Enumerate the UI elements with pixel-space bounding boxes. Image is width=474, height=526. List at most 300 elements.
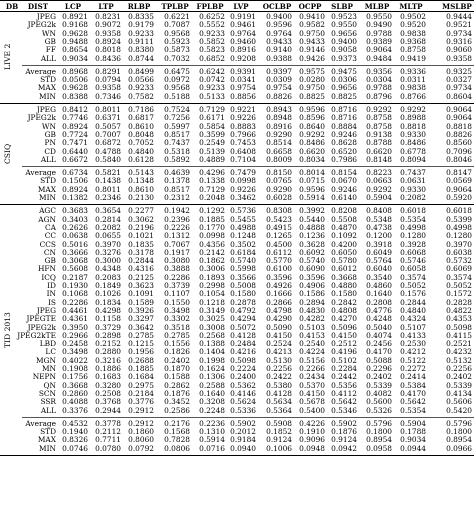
- value-cell: 0.5384: [400, 380, 426, 390]
- value-cell: 0.1312: [164, 231, 190, 241]
- value-cell: 0.6620: [366, 146, 392, 156]
- value-cell: 0.1306: [199, 372, 225, 382]
- value-cell: 0.8954: [446, 435, 472, 445]
- value-cell: 0.1852: [266, 427, 292, 437]
- value-cell: 0.8796: [366, 91, 392, 101]
- value-cell: 0.3926: [128, 305, 154, 315]
- value-cell: 0.8517: [164, 184, 190, 194]
- value-cell: 0.8150: [266, 168, 292, 178]
- value-cell: 0.1006: [266, 443, 292, 453]
- value-cell: 0.5840: [95, 154, 121, 164]
- value-cell: 0.4906: [299, 281, 325, 290]
- value-cell: 0.4889: [199, 154, 225, 164]
- value-cell: 0.2346: [95, 193, 121, 202]
- value-cell: 0.5072: [230, 322, 256, 332]
- value-cell: 0.5914: [299, 193, 325, 202]
- value-cell: 0.4153: [299, 330, 325, 340]
- value-cell: 0.2130: [128, 193, 154, 202]
- value-cell: 0.5873: [164, 45, 190, 55]
- value-cell: 0.2414: [400, 372, 426, 382]
- value-cell: 0.8825: [299, 91, 325, 101]
- value-cell: 0.9389: [366, 36, 392, 46]
- value-cell: 0.5188: [164, 91, 190, 101]
- value-cell: 0.8818: [446, 121, 472, 131]
- header-cell-rlbp: RLBP: [127, 2, 151, 11]
- value-cell: 0.8486: [299, 138, 325, 148]
- value-cell: 0.9656: [331, 28, 357, 38]
- statistic-label: MIN: [39, 443, 56, 453]
- value-cell: 0.5008: [230, 281, 256, 290]
- value-cell: 0.2082: [400, 193, 426, 202]
- value-cell: 0.4788: [95, 146, 121, 156]
- value-cell: 0.9358: [446, 53, 472, 63]
- value-cell: 0.8231: [95, 12, 121, 21]
- value-cell: 0.8640: [299, 121, 325, 131]
- value-cell: 0.8011: [95, 184, 121, 194]
- value-cell: 0.6018: [400, 206, 426, 216]
- distortion-label: JPEGTE: [26, 314, 56, 324]
- value-cell: 0.9221: [230, 105, 256, 114]
- value-cell: 0.1885: [199, 214, 225, 224]
- value-cell: 0.2808: [366, 297, 392, 307]
- value-cell: 0.9124: [266, 435, 292, 445]
- value-cell: 0.1280: [400, 231, 426, 241]
- value-cell: 0.9788: [366, 83, 392, 93]
- value-cell: 0.4150: [331, 330, 357, 340]
- value-cell: 0.8826: [266, 91, 292, 101]
- value-cell: 0.2402: [446, 372, 472, 382]
- value-cell: 0.8788: [366, 138, 392, 148]
- value-cell: 0.2894: [299, 297, 325, 307]
- value-cell: 0.2402: [164, 355, 190, 365]
- value-cell: 0.6090: [299, 264, 325, 274]
- value-cell: 0.8408: [366, 206, 392, 216]
- value-cell: 0.1956: [128, 347, 154, 357]
- header-cell-dist: DIST: [27, 2, 49, 11]
- value-cell: 0.1218: [199, 297, 225, 307]
- value-cell: 0.9034: [62, 53, 88, 63]
- value-cell: 0.3574: [446, 272, 472, 282]
- value-cell: 0.0942: [331, 443, 357, 453]
- value-cell: 0.6778: [400, 146, 426, 156]
- value-cell: 0.4738: [366, 222, 392, 232]
- value-cell: 0.5096: [331, 322, 357, 332]
- header-cell-db: DB: [5, 2, 19, 11]
- value-cell: 0.2224: [230, 364, 256, 373]
- distortion-label: MGN: [36, 355, 56, 365]
- value-cell: 0.8924: [62, 121, 88, 131]
- value-cell: 0.3208: [199, 397, 225, 407]
- value-cell: 0.4133: [400, 330, 426, 340]
- value-cell: 0.3080: [164, 256, 190, 266]
- value-cell: 0.0569: [446, 176, 472, 186]
- value-cell: 0.0998: [199, 231, 225, 241]
- distortion-label: PN: [44, 138, 56, 148]
- value-cell: 0.3000: [95, 256, 121, 266]
- value-cell: 0.3276: [95, 247, 121, 257]
- value-cell: 0.8856: [230, 91, 256, 101]
- value-cell: 0.2277: [128, 206, 154, 216]
- value-cell: 0.9628: [62, 28, 88, 38]
- distortion-label: CA: [45, 222, 56, 232]
- value-cell: 0.9444: [446, 12, 472, 21]
- value-cell: 0.4998: [400, 222, 426, 232]
- value-cell: 0.6242: [199, 66, 225, 76]
- value-cell: 0.2187: [62, 272, 88, 282]
- value-cell: 0.9400: [266, 12, 292, 21]
- value-cell: 0.0966: [446, 443, 472, 453]
- value-cell: 0.4296: [199, 168, 225, 178]
- distortion-label: CD: [44, 146, 56, 156]
- statistic-label: MAX: [37, 184, 56, 194]
- value-cell: 0.5764: [366, 256, 392, 266]
- value-cell: 0.2142: [199, 247, 225, 257]
- value-cell: 0.2540: [299, 339, 325, 349]
- value-cell: 0.5098: [230, 355, 256, 365]
- value-cell: 0.6475: [164, 66, 190, 76]
- value-cell: 0.2521: [446, 339, 472, 349]
- value-cell: 0.6620: [299, 146, 325, 156]
- value-cell: 0.4840: [128, 146, 154, 156]
- value-cell: 0.9368: [400, 36, 426, 46]
- value-cell: 0.2256: [446, 364, 472, 373]
- value-cell: 0.5740: [299, 256, 325, 266]
- value-cell: 0.4830: [299, 305, 325, 315]
- value-cell: 0.1378: [164, 176, 190, 186]
- value-cell: 0.9233: [128, 28, 154, 38]
- value-cell: 0.8412: [62, 105, 88, 114]
- value-cell: 0.1280: [446, 231, 472, 241]
- value-cell: 0.1506: [62, 176, 88, 186]
- value-cell: 0.8988: [400, 113, 426, 123]
- value-cell: 0.4926: [266, 281, 292, 290]
- value-cell: 0.8825: [331, 91, 357, 101]
- value-cell: 0.5102: [331, 355, 357, 365]
- value-cell: 0.1292: [199, 206, 225, 216]
- value-cell: 0.1942: [164, 206, 190, 216]
- value-cell: 0.8758: [366, 113, 392, 123]
- value-cell: 0.4128: [266, 388, 292, 398]
- value-cell: 0.9764: [230, 28, 256, 38]
- value-cell: 0.9292: [366, 105, 392, 114]
- value-cell: 0.9596: [266, 20, 292, 30]
- value-cell: 0.5920: [446, 193, 472, 202]
- value-cell: 0.9191: [230, 12, 256, 21]
- value-cell: 0.8014: [299, 168, 325, 178]
- value-cell: 0.5852: [199, 36, 225, 46]
- value-cell: 0.0638: [62, 231, 88, 241]
- database-label: TID 2013: [3, 312, 12, 349]
- value-cell: 0.4356: [199, 239, 225, 249]
- value-cell: 0.6371: [95, 113, 121, 123]
- value-cell: 0.9628: [62, 83, 88, 93]
- value-cell: 0.1834: [95, 297, 121, 307]
- value-cell: 0.4798: [266, 305, 292, 315]
- value-cell: 0.6068: [400, 247, 426, 257]
- stats-separator: [22, 166, 474, 167]
- value-cell: 0.1849: [95, 281, 121, 290]
- value-cell: 0.9502: [400, 12, 426, 21]
- value-cell: 0.8335: [128, 12, 154, 21]
- value-cell: 0.1236: [299, 231, 325, 241]
- value-cell: 0.1860: [128, 427, 154, 437]
- value-cell: 0.8326: [62, 435, 88, 445]
- value-cell: 0.1624: [199, 364, 225, 373]
- value-cell: 0.0794: [95, 75, 121, 85]
- value-cell: 0.3518: [164, 322, 190, 332]
- value-cell: 0.9064: [446, 113, 472, 123]
- value-cell: 0.1666: [266, 289, 292, 299]
- value-cell: 0.7104: [230, 154, 256, 164]
- value-cell: 0.4074: [366, 330, 392, 340]
- value-cell: 0.1788: [400, 427, 426, 437]
- value-cell: 0.2966: [62, 330, 88, 340]
- value-cell: 0.4998: [446, 222, 472, 232]
- value-cell: 0.4822: [446, 305, 472, 315]
- distortion-label: IS: [48, 297, 56, 307]
- value-cell: 0.9388: [266, 53, 292, 63]
- value-cell: 0.7479: [230, 168, 256, 178]
- value-cell: 0.1640: [199, 388, 225, 398]
- value-cell: 0.5821: [95, 168, 121, 178]
- value-cell: 0.2176: [164, 418, 190, 428]
- value-cell: 0.7346: [95, 91, 121, 101]
- value-cell: 0.2082: [95, 222, 121, 232]
- value-cell: 0.5902: [331, 418, 357, 428]
- value-cell: 0.9754: [266, 83, 292, 93]
- value-cell: 0.5356: [331, 380, 357, 390]
- value-cell: 0.2880: [95, 347, 121, 357]
- distortion-label: GB: [44, 129, 56, 139]
- value-cell: 0.2284: [331, 364, 357, 373]
- value-cell: 0.3992: [299, 206, 325, 216]
- value-cell: 0.7129: [199, 105, 225, 114]
- value-cell: 0.4232: [446, 347, 472, 357]
- value-cell: 0.8883: [230, 121, 256, 131]
- value-cell: 0.2878: [230, 297, 256, 307]
- value-cell: 0.7129: [199, 184, 225, 194]
- value-cell: 0.4808: [331, 305, 357, 315]
- value-cell: 0.3596: [266, 272, 292, 282]
- table-header: [0, 0, 474, 12]
- value-cell: 0.9838: [400, 83, 426, 93]
- value-cell: 0.7711: [95, 435, 121, 445]
- value-cell: 0.5016: [62, 239, 88, 249]
- value-cell: 0.5400: [299, 405, 325, 415]
- value-cell: 0.5423: [266, 214, 292, 224]
- value-cell: 0.3068: [62, 256, 88, 266]
- value-cell: 0.3888: [164, 264, 190, 274]
- value-cell: 0.5440: [299, 214, 325, 224]
- value-cell: 0.5455: [230, 214, 256, 224]
- value-cell: 0.0663: [366, 176, 392, 186]
- value-cell: 0.9433: [299, 36, 325, 46]
- value-cell: 0.3540: [366, 272, 392, 282]
- value-cell: 0.9475: [331, 66, 357, 76]
- value-cell: 0.5908: [266, 418, 292, 428]
- value-cell: 0.1092: [331, 231, 357, 241]
- value-cell: 0.5420: [446, 405, 472, 415]
- value-cell: 0.5318: [164, 146, 190, 156]
- value-cell: 0.9550: [331, 20, 357, 30]
- value-cell: 0.5362: [230, 380, 256, 390]
- value-cell: 0.8388: [62, 91, 88, 101]
- value-cell: 0.7828: [164, 435, 190, 445]
- value-cell: 0.2236: [199, 418, 225, 428]
- value-cell: 0.2400: [230, 372, 256, 382]
- value-cell: 0.3950: [62, 322, 88, 332]
- value-cell: 0.4792: [230, 305, 256, 315]
- value-cell: 0.5736: [230, 206, 256, 216]
- value-cell: 0.7966: [230, 129, 256, 139]
- value-cell: 0.0742: [199, 75, 225, 85]
- value-cell: 0.1684: [128, 372, 154, 382]
- value-cell: 0.8610: [128, 121, 154, 131]
- value-cell: 0.3376: [62, 405, 88, 415]
- value-cell: 0.2975: [128, 380, 154, 390]
- value-cell: 0.5642: [400, 397, 426, 407]
- value-cell: 0.5052: [446, 281, 472, 290]
- value-cell: 0.6112: [266, 247, 292, 257]
- value-cell: 0.4294: [230, 314, 256, 324]
- value-cell: 0.1800: [446, 427, 472, 437]
- value-cell: 0.0940: [230, 443, 256, 453]
- value-cell: 0.3498: [62, 347, 88, 357]
- value-cell: 0.5156: [299, 355, 325, 365]
- value-cell: 0.2272: [400, 364, 426, 373]
- value-cell: 0.2312: [164, 193, 190, 202]
- value-cell: 0.9391: [230, 66, 256, 76]
- value-cell: 0.9656: [331, 83, 357, 93]
- distortion-label: IN: [46, 289, 56, 299]
- value-cell: 0.6092: [299, 247, 325, 257]
- value-cell: 0.7582: [128, 91, 154, 101]
- value-cell: 0.9179: [128, 20, 154, 30]
- value-cell: 0.9292: [400, 105, 426, 114]
- value-cell: 0.1388: [199, 339, 225, 349]
- value-cell: 0.5796: [366, 418, 392, 428]
- value-cell: 0.2256: [266, 364, 292, 373]
- value-cell: 0.6049: [366, 247, 392, 257]
- value-cell: 0.1826: [164, 347, 190, 357]
- value-cell: 0.8968: [62, 66, 88, 76]
- value-cell: 0.2286: [62, 297, 88, 307]
- value-cell: 0.3062: [128, 214, 154, 224]
- header-cell-tplbp: TPLBP: [161, 2, 189, 11]
- section-separator: [0, 103, 474, 104]
- value-cell: 0.9290: [266, 184, 292, 194]
- value-cell: 0.9060: [446, 45, 472, 55]
- value-cell: 0.9596: [299, 184, 325, 194]
- value-cell: 0.5380: [266, 380, 292, 390]
- value-cell: 0.5642: [331, 397, 357, 407]
- value-cell: 0.1876: [164, 388, 190, 398]
- value-cell: 0.9461: [230, 20, 256, 30]
- value-cell: 0.9064: [446, 184, 472, 194]
- value-cell: 0.3683: [62, 206, 88, 216]
- value-cell: 0.1683: [95, 372, 121, 382]
- value-cell: 0.9058: [331, 45, 357, 55]
- value-cell: 0.5634: [266, 397, 292, 407]
- value-cell: 0.8924: [95, 36, 121, 46]
- distortion-label: ALL: [40, 405, 56, 415]
- value-cell: 0.1930: [62, 281, 88, 290]
- value-cell: 0.9488: [62, 36, 88, 46]
- value-cell: 0.1756: [62, 372, 88, 382]
- value-cell: 0.8148: [366, 154, 392, 164]
- value-cell: 0.4880: [331, 281, 357, 290]
- value-cell: 0.4200: [331, 239, 357, 249]
- value-cell: 0.3739: [164, 281, 190, 290]
- value-cell: 0.9734: [446, 28, 472, 38]
- distortion-label: CN: [43, 247, 56, 257]
- value-cell: 0.6069: [446, 264, 472, 274]
- value-cell: 0.5090: [266, 322, 292, 332]
- value-cell: 0.1054: [199, 289, 225, 299]
- statistic-label: Average: [25, 418, 56, 428]
- value-cell: 0.8716: [331, 113, 357, 123]
- value-cell: 0.8223: [366, 168, 392, 178]
- value-cell: 0.6852: [199, 53, 225, 63]
- value-cell: 0.4216: [230, 347, 256, 357]
- value-cell: 0.9426: [299, 53, 325, 63]
- value-cell: 0.8604: [446, 91, 472, 101]
- distortion-label: NEPN: [32, 372, 56, 382]
- value-cell: 0.0670: [331, 176, 357, 186]
- value-cell: 0.1885: [128, 364, 154, 373]
- value-cell: 0.4915: [266, 222, 292, 232]
- statistic-label: MAX: [37, 83, 56, 93]
- value-cell: 0.0306: [331, 75, 357, 85]
- value-cell: 0.0806: [164, 443, 190, 453]
- value-cell: 0.9523: [331, 12, 357, 21]
- value-cell: 0.6050: [331, 247, 357, 257]
- value-cell: 0.4196: [331, 347, 357, 357]
- value-cell: 0.4170: [400, 388, 426, 398]
- value-cell: 0.4500: [266, 239, 292, 249]
- value-cell: 0.2456: [366, 339, 392, 349]
- value-cell: 0.3178: [128, 247, 154, 257]
- value-cell: 0.8436: [95, 53, 121, 63]
- value-cell: 0.1021: [128, 231, 154, 241]
- value-cell: 0.8758: [366, 121, 392, 131]
- value-cell: 0.3668: [62, 380, 88, 390]
- value-cell: 0.2944: [95, 405, 121, 415]
- value-cell: 0.9233: [199, 83, 225, 93]
- value-cell: 0.2248: [199, 405, 225, 415]
- value-cell: 0.1026: [95, 289, 121, 299]
- value-cell: 0.0655: [95, 231, 121, 241]
- value-cell: 0.2626: [62, 222, 88, 232]
- value-cell: 0.8954: [366, 435, 392, 445]
- value-cell: 0.2549: [199, 138, 225, 148]
- value-cell: 0.8009: [266, 154, 292, 164]
- distortion-label: ICQ: [41, 272, 56, 282]
- value-cell: 0.3498: [164, 305, 190, 315]
- distortion-label: MN: [41, 364, 56, 373]
- value-cell: 0.4353: [446, 314, 472, 324]
- value-cell: 0.5139: [199, 146, 225, 156]
- value-cell: 0.8924: [62, 184, 88, 194]
- value-cell: 0.6221: [164, 12, 190, 21]
- value-cell: 0.1265: [266, 231, 292, 241]
- distortion-label: SSR: [40, 397, 56, 407]
- value-cell: 0.9754: [230, 83, 256, 93]
- value-cell: 0.9064: [366, 45, 392, 55]
- value-cell: 0.9226: [230, 113, 256, 123]
- value-cell: 0.4082: [366, 388, 392, 398]
- statistic-label: STD: [40, 427, 56, 437]
